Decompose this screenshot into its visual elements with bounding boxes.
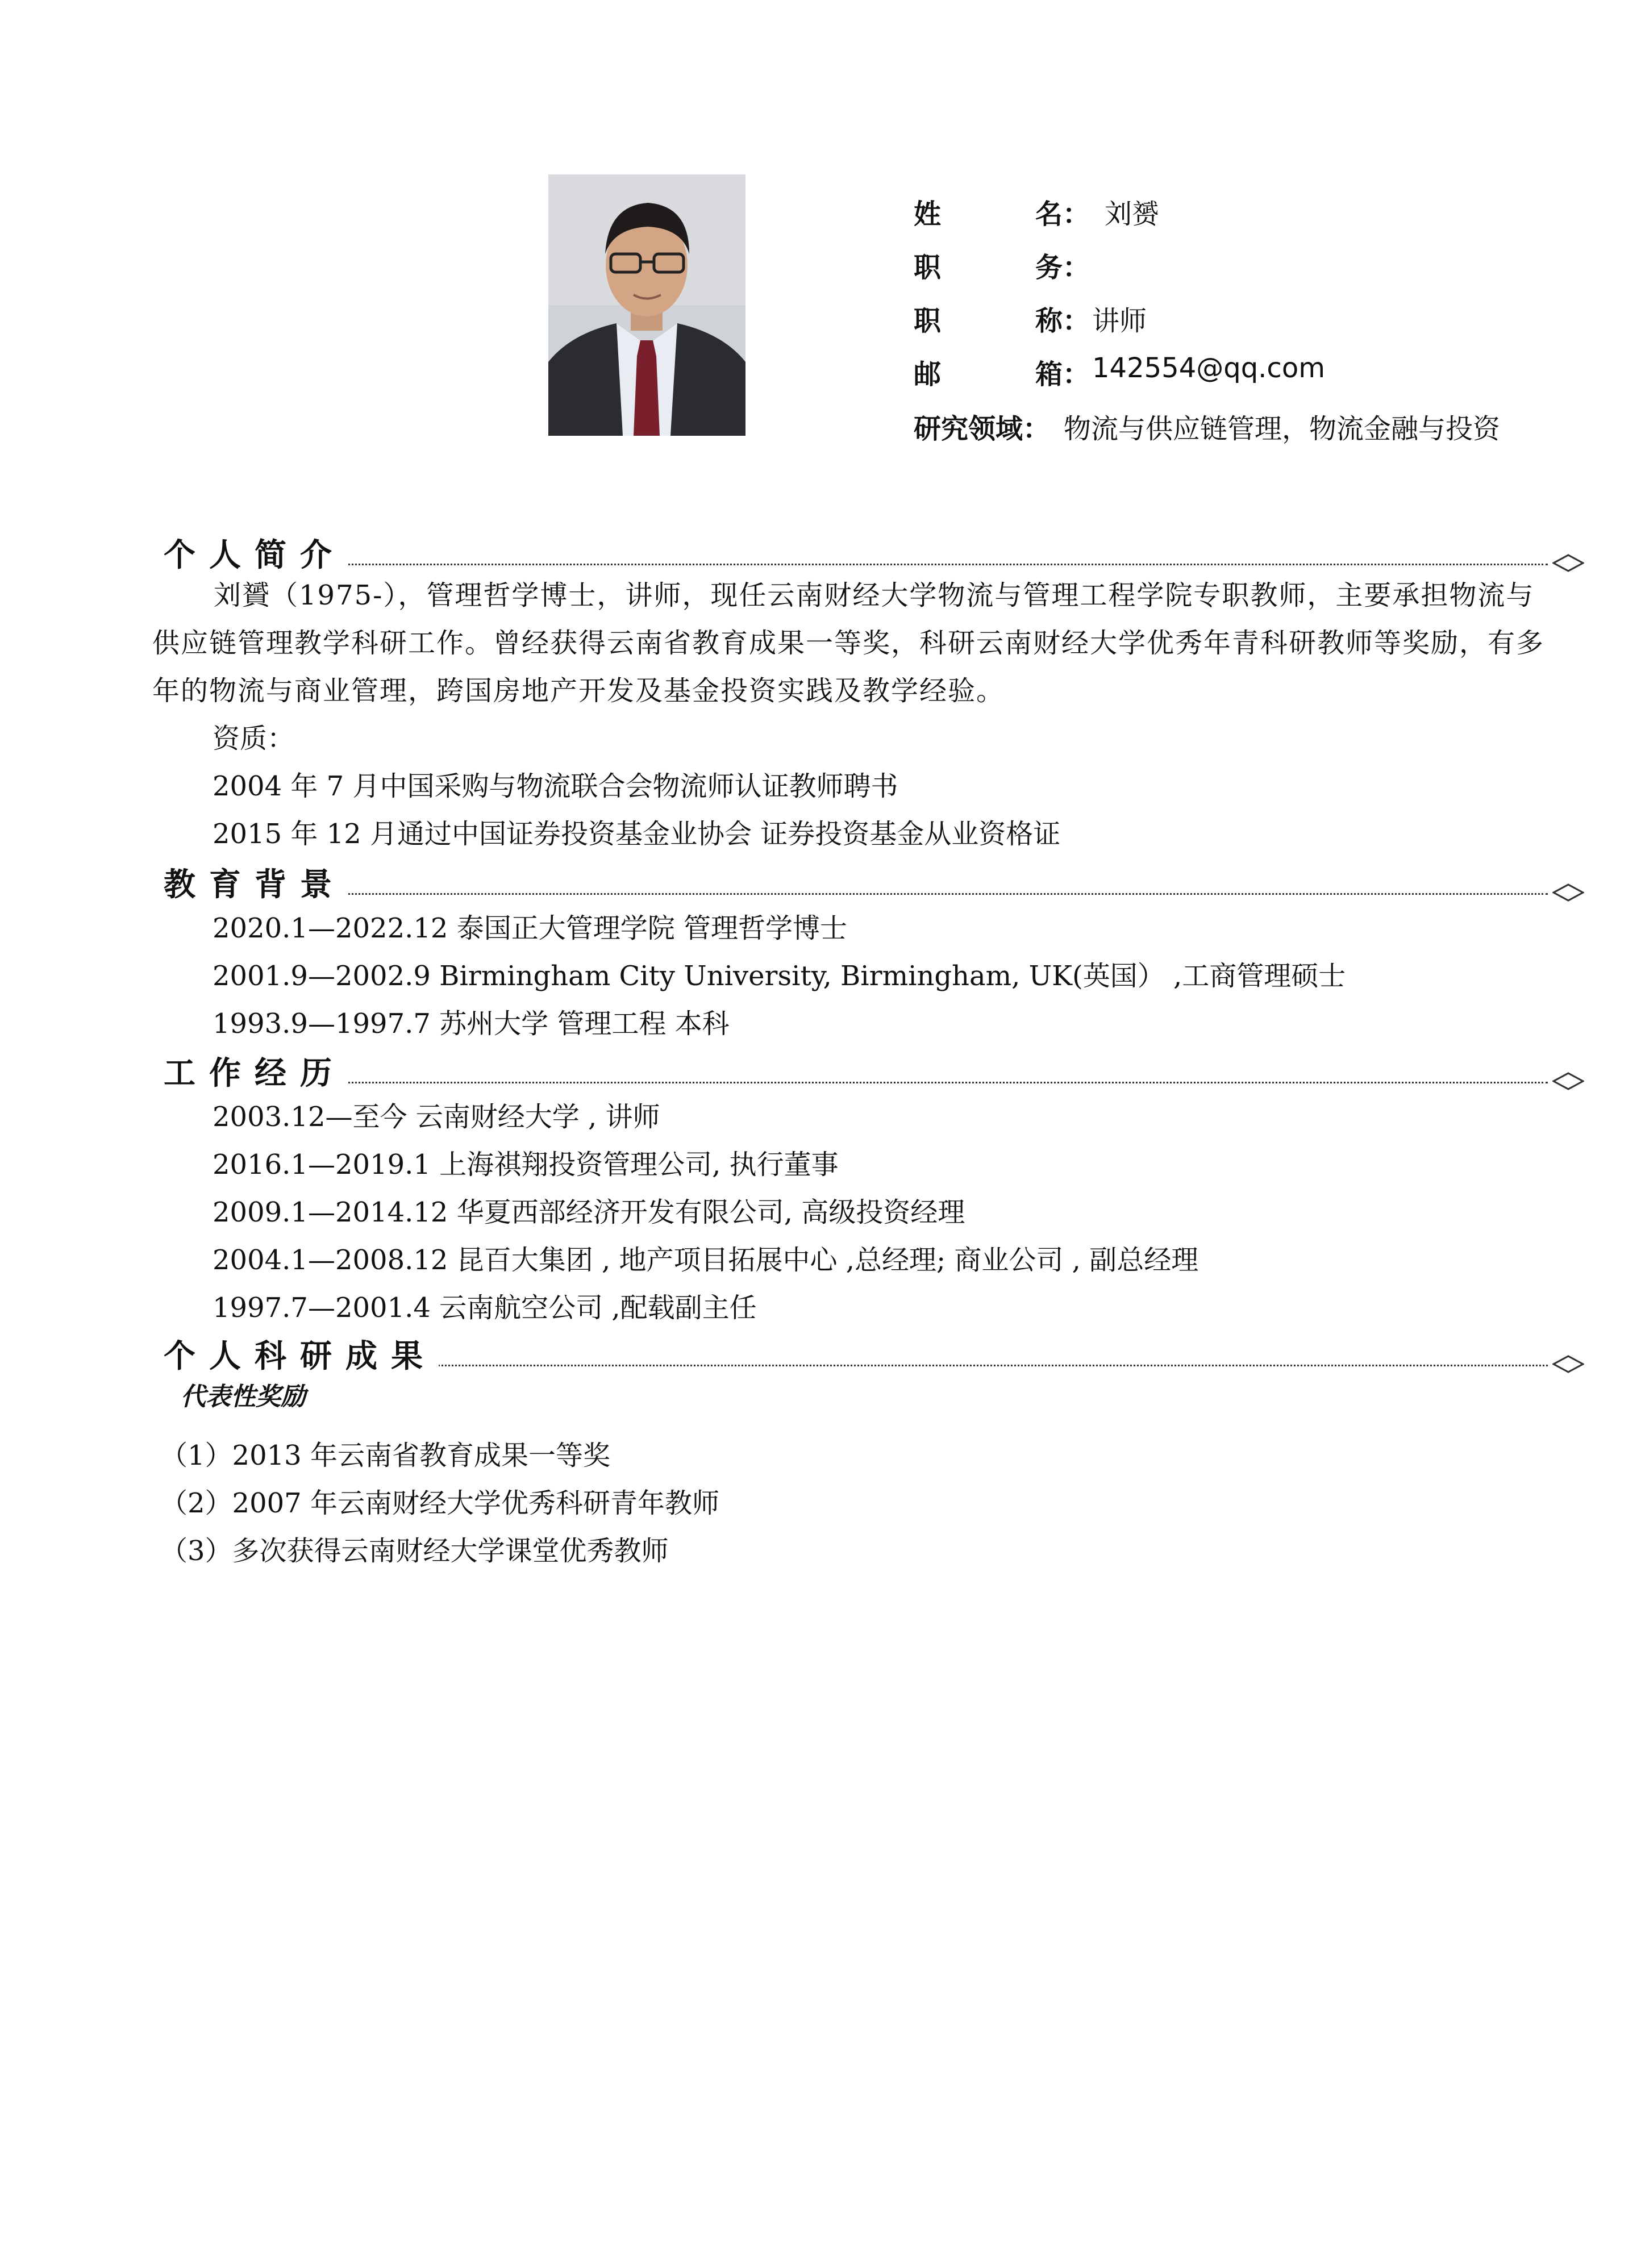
award-item: （3）多次获得云南财经大学课堂优秀教师 — [160, 1535, 669, 1567]
section-education-header — [164, 862, 1584, 908]
name-value: 刘赟 — [1105, 198, 1160, 230]
education-item: 2001.9—2002.9 Birmingham City University, Birmingham, UK(英国） ,工商管理硕士 — [213, 960, 1346, 992]
dotted-rule — [334, 564, 1548, 565]
email-label-2: 箱： — [1035, 358, 1090, 390]
intro-text: 刘贇（1975-），管理哲学博士，讲师，现任云南财经大学物流与管理工程学院专职教师，主要承担物流与供应链管理教学科研工作。曾经获得云南省教育成果一等奖，科研云南财经大学优秀年青科研教师等奖励，有多年的物流与商业管理，跨国房地产开发及基金投资实践及教学经验。 — [152, 579, 1545, 707]
section-education-title: 教育背景 — [164, 862, 348, 908]
dotted-rule — [334, 1082, 1548, 1083]
award-item: （1）2013 年云南省教育成果一等奖 — [160, 1440, 610, 1471]
work-item: 1997.7—2001.4 云南航空公司 ,配载副主任 — [213, 1292, 757, 1324]
award-item: （2）2007 年云南财经大学优秀科研青年教师 — [160, 1487, 719, 1519]
section-research-header — [164, 1334, 1584, 1379]
work-item: 2004.1—2008.12 昆百大集团 , 地产项目拓展中心 ,总经理; 商业公司 , 副总经理 — [213, 1244, 1199, 1276]
diamond-icon — [1552, 1354, 1584, 1374]
intro-paragraph — [152, 572, 1561, 715]
position-label-1: 职 — [914, 252, 942, 284]
profile-photo — [548, 174, 745, 436]
title-value: 讲师 — [1092, 305, 1147, 337]
dotted-rule — [334, 893, 1548, 895]
section-work-title: 工作经历 — [164, 1051, 348, 1097]
position-label-2: 务： — [1035, 252, 1090, 284]
portrait-image — [548, 174, 745, 436]
title-label-1: 职 — [914, 305, 942, 337]
qualification-item: 2015 年 12 月通过中国证券投资基金业协会 证券投资基金从业资格证 — [213, 818, 1061, 850]
work-item: 2003.12—至今 云南财经大学 , 讲师 — [213, 1101, 660, 1133]
qualification-item: 2004 年 7 月中国采购与物流联合会物流师认证教师聘书 — [213, 770, 898, 802]
qualifications-label: 资质： — [213, 723, 295, 754]
email-value: 142554@qq.com — [1092, 352, 1325, 384]
dotted-rule — [431, 1365, 1548, 1366]
education-item: 1993.9—1997.7 苏州大学 管理工程 本科 — [213, 1008, 730, 1040]
section-work-header — [164, 1051, 1584, 1097]
diamond-icon — [1552, 883, 1584, 902]
education-item: 2020.1—2022.12 泰国正大管理学院 管理哲学博士 — [213, 912, 847, 944]
work-item: 2009.1—2014.12 华夏西部经济开发有限公司, 高级投资经理 — [213, 1196, 965, 1228]
section-intro-title: 个人简介 — [164, 533, 348, 578]
email-label-1: 邮 — [914, 358, 942, 390]
diamond-icon — [1552, 553, 1584, 573]
research-area-value: 物流与供应链管理，物流金融与投资 — [1064, 413, 1501, 445]
work-item: 2016.1—2019.1 上海祺翔投资管理公司, 执行董事 — [213, 1149, 839, 1181]
section-research-title: 个人科研成果 — [164, 1334, 439, 1379]
research-area-label: 研究领域： — [914, 413, 1051, 445]
diamond-icon — [1552, 1072, 1584, 1091]
awards-subtitle: 代表性奖励 — [181, 1382, 306, 1411]
title-label-2: 称： — [1035, 305, 1090, 337]
name-label-2: 名： — [1035, 198, 1090, 230]
name-label-1: 姓 — [914, 198, 942, 230]
